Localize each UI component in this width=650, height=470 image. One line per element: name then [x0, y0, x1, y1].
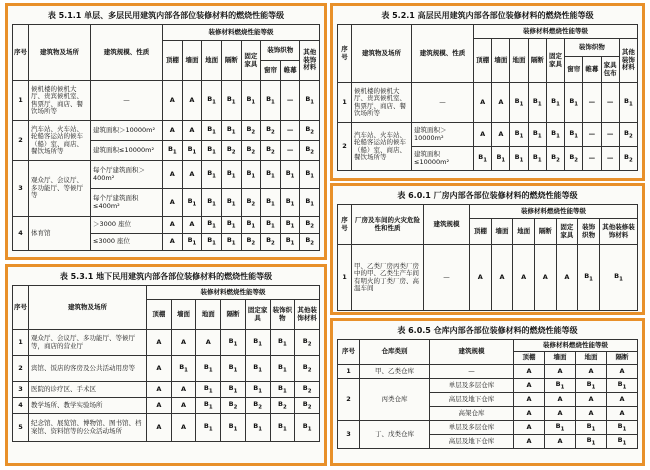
table-cell: 建筑面积＞10000m² — [91, 121, 163, 141]
table-cell: $B_1$ — [221, 217, 241, 234]
table-cell: 汽车站、火车站、轮船客运站的候车（船）室、商店、餐饮场所等 — [29, 121, 91, 161]
table-cell: $B_1$ — [607, 435, 638, 449]
table-6-0-1-panel — [330, 183, 645, 315]
table-header-cell: 其他装修装饰材料 — [599, 219, 637, 245]
table-cell: $B_1$ — [221, 189, 241, 217]
table-row — [338, 421, 638, 435]
table-cell: — — [583, 83, 601, 123]
table-cell: 4 — [13, 217, 29, 251]
table-cell: $B_2$ — [295, 382, 320, 398]
table-cell: $B_1$ — [261, 189, 281, 217]
table-cell: $B_1$ — [576, 435, 607, 449]
table-cell: 建筑面积≤10000m² — [412, 147, 474, 171]
table-row — [13, 217, 320, 234]
table-cell: $B_1$ — [545, 421, 576, 435]
table-cell: $B_1$ — [241, 81, 261, 121]
table-cell: $B_2$ — [546, 147, 564, 171]
table-cell: A — [171, 414, 196, 442]
table-cell: 5 — [13, 414, 29, 442]
table-cell: A — [171, 330, 196, 356]
table-row — [338, 83, 638, 123]
table-cell: 1 — [13, 330, 29, 356]
table-cell: $B_2$ — [241, 141, 261, 161]
table-cell: $B_1$ — [241, 161, 261, 189]
table-cell: $B_1$ — [196, 356, 221, 382]
table-header-cell: 装饰织物 — [578, 219, 600, 245]
table-cell: A — [514, 407, 545, 421]
table-cell: $B_1$ — [599, 245, 637, 311]
table-row — [338, 365, 638, 379]
table-row — [13, 81, 320, 121]
table-cell: $B_1$ — [270, 356, 295, 382]
table-cell: — — [601, 123, 619, 147]
table-cell: $B_2$ — [241, 121, 261, 141]
table-cell: 1 — [338, 245, 352, 311]
table-cell: 教学场所、教学实验场所 — [29, 398, 147, 414]
table-cell: $B_1$ — [295, 414, 320, 442]
table-cell: 候机楼的候机大厅、贵宾候机室、售票厅、商店、餐饮场所等 — [352, 83, 412, 123]
table-header-cell: 地面 — [576, 352, 607, 365]
table-cell: $B_1$ — [261, 217, 281, 234]
table-cell: 甲、乙类仓库 — [360, 365, 430, 379]
table-cell: $B_2$ — [221, 141, 241, 161]
table-cell: $B_2$ — [261, 121, 281, 141]
table-cell: $B_1$ — [528, 83, 546, 123]
table-header-cell: 序号 — [338, 25, 352, 83]
table-header-cell: 地面 — [513, 219, 535, 245]
table-cell: 候机楼的候机大厅、贵宾候机室、售票厅、商店、餐饮场所等 — [29, 81, 91, 121]
table-cell: A — [474, 83, 492, 123]
table-cell: A — [534, 245, 556, 311]
table-header-cell: 地面 — [196, 300, 221, 330]
table-cell: A — [163, 161, 183, 189]
table-cell: $B_1$ — [221, 356, 246, 382]
table-header-cell: 窗帘 — [565, 57, 583, 83]
table-6-0-1 — [337, 204, 638, 311]
table-cell: 医院的诊疗区、手术区 — [29, 382, 147, 398]
table-cell: $B_1$ — [196, 382, 221, 398]
table-header-cell: 隔断 — [534, 219, 556, 245]
table-cell: $B_1$ — [245, 382, 270, 398]
table-header-cell: 固定家具 — [245, 300, 270, 330]
table-cell: A — [607, 393, 638, 407]
table-cell: A — [514, 435, 545, 449]
table-cell: $B_1$ — [245, 356, 270, 382]
table-header-cell: 序号 — [338, 205, 352, 245]
table-cell: 单层及多层仓库 — [430, 421, 514, 435]
table-header-cell: 装修材料燃烧性能等级 — [514, 340, 638, 352]
table-header-cell: 顶棚 — [474, 39, 492, 83]
table-header-cell: 厂房及车间的火灾危险性和性质 — [352, 205, 424, 245]
table-cell: $B_1$ — [182, 234, 202, 251]
table-header-cell: 序号 — [338, 340, 360, 365]
table-cell: A — [147, 382, 172, 398]
table-cell: ＞3000 座位 — [91, 217, 163, 234]
table-cell: $B_1$ — [163, 141, 183, 161]
table-cell: A — [147, 414, 172, 442]
table-cell: 宾馆、饭店的客房及公共活动用房等 — [29, 356, 147, 382]
table-header-cell: 建筑规模、性质 — [412, 25, 474, 83]
table-cell: A — [163, 121, 183, 141]
table-cell: 2 — [13, 356, 29, 382]
table-cell: A — [513, 245, 535, 311]
table-cell: $B_1$ — [261, 81, 281, 121]
table-header-cell: 建筑物及场所 — [29, 286, 147, 330]
table-cell: $B_1$ — [182, 141, 202, 161]
table-header-cell: 固定家具 — [546, 39, 564, 83]
table-cell: $B_1$ — [221, 81, 241, 121]
table-header-cell: 隔断 — [528, 39, 546, 83]
table-cell: $B_2$ — [300, 121, 320, 141]
table-cell: 高层及地下仓库 — [430, 393, 514, 407]
table-cell: A — [171, 398, 196, 414]
table-5-2-1-panel — [330, 3, 645, 181]
table-row — [338, 123, 638, 147]
table-cell: A — [163, 81, 183, 121]
table-cell: $B_1$ — [245, 330, 270, 356]
table-row — [13, 382, 320, 398]
table-cell: $B_1$ — [510, 147, 528, 171]
table-cell: 丁、戊类仓库 — [360, 421, 430, 449]
header-curtain: 窗帘 — [261, 61, 281, 81]
table-cell: A — [576, 393, 607, 407]
table-5-2-1-title: 表 5.2.1 高层民用建筑内部各部位装修材料的燃烧性能等级 — [381, 11, 594, 20]
table-cell: $B_1$ — [202, 189, 222, 217]
table-cell: — — [601, 83, 619, 123]
table-cell: $B_2$ — [300, 234, 320, 251]
table-6-0-5 — [337, 339, 638, 449]
table-cell: — — [91, 81, 163, 121]
table-cell: 3 — [13, 161, 29, 217]
table-cell: $B_2$ — [619, 147, 637, 171]
header-place: 建筑物及场所 — [29, 25, 91, 81]
table-cell: A — [182, 121, 202, 141]
table-cell: $B_1$ — [196, 414, 221, 442]
table-cell: A — [607, 365, 638, 379]
table-header-cell: 装修材料燃烧性能等级 — [147, 286, 320, 300]
table-cell: 高层及地下仓库 — [430, 435, 514, 449]
table-cell: ≤3000 座位 — [91, 234, 163, 251]
table-cell: $B_2$ — [241, 189, 261, 217]
table-5-1-1-title: 表 5.1.1 单层、多层民用建筑内部各部位装修材料的燃烧性能等级 — [47, 11, 285, 20]
header-deco-fabric: 装饰织物 — [261, 41, 300, 61]
table-cell: $B_1$ — [565, 83, 583, 123]
table-cell: $B_2$ — [300, 217, 320, 234]
table-cell: $B_1$ — [202, 234, 222, 251]
table-cell: $B_2$ — [261, 234, 281, 251]
table-cell: $B_1$ — [202, 217, 222, 234]
table-cell: — — [280, 81, 300, 121]
table-cell: — — [601, 147, 619, 171]
table-row — [338, 245, 638, 311]
table-6-0-5-panel — [330, 318, 645, 466]
table-header-cell: 隔断 — [221, 300, 246, 330]
header-other-deco: 其他装饰材料 — [300, 41, 320, 81]
table-cell: $B_1$ — [607, 421, 638, 435]
table-cell: $B_1$ — [241, 217, 261, 234]
table-cell: A — [182, 81, 202, 121]
table-cell: A — [545, 407, 576, 421]
table-cell: A — [492, 83, 510, 123]
table-5-1-1-panel — [5, 3, 327, 260]
table-row — [338, 379, 638, 393]
table-header-cell: 装饰织物 — [270, 300, 295, 330]
table-cell: 体育馆 — [29, 217, 91, 251]
table-cell: $B_1$ — [619, 83, 637, 123]
header-drape: 帷幕 — [280, 61, 300, 81]
table-header-cell: 装饰织物 — [565, 39, 620, 57]
table-cell: $B_1$ — [270, 414, 295, 442]
table-cell: A — [576, 407, 607, 421]
table-header-cell: 固定家具 — [556, 219, 578, 245]
table-cell: $B_1$ — [280, 217, 300, 234]
table-cell: $B_2$ — [295, 356, 320, 382]
table-cell: $B_1$ — [280, 234, 300, 251]
table-cell: — — [583, 147, 601, 171]
table-header-cell: 装修材料燃烧性能等级 — [474, 25, 638, 39]
table-header-cell: 墙面 — [545, 352, 576, 365]
header-levels: 装修材料燃烧性能等级 — [163, 25, 320, 41]
table-cell: $B_1$ — [280, 161, 300, 189]
table-header-cell: 墙面 — [171, 300, 196, 330]
table-row — [13, 356, 320, 382]
table-cell: 甲、乙类厂房丙类厂房中的甲、乙类生产车间有明火的丁类厂房、高温车间 — [352, 245, 424, 311]
table-cell: A — [492, 123, 510, 147]
table-cell: $B_1$ — [300, 81, 320, 121]
table-cell: A — [545, 393, 576, 407]
table-cell: A — [491, 245, 513, 311]
table-cell: 每个厅建筑面积≤400m² — [91, 189, 163, 217]
table-row — [13, 398, 320, 414]
table-cell: — — [280, 121, 300, 141]
table-cell: 1 — [338, 365, 360, 379]
header-fixed-furniture: 固定家具 — [241, 41, 261, 81]
table-cell: — — [280, 141, 300, 161]
table-cell: $B_1$ — [182, 189, 202, 217]
table-cell: $B_2$ — [619, 123, 637, 147]
table-cell: 4 — [13, 398, 29, 414]
table-cell: A — [147, 330, 172, 356]
table-cell: $B_1$ — [546, 83, 564, 123]
table-cell: $B_1$ — [202, 161, 222, 189]
table-cell: $B_1$ — [171, 356, 196, 382]
table-cell: A — [147, 356, 172, 382]
header-ceiling: 顶棚 — [163, 41, 183, 81]
table-cell: $B_1$ — [492, 147, 510, 171]
table-cell: A — [163, 234, 183, 251]
table-cell: $B_1$ — [576, 379, 607, 393]
table-cell: $B_1$ — [528, 123, 546, 147]
header-partition: 隔断 — [221, 41, 241, 81]
table-cell: $B_1$ — [202, 81, 222, 121]
table-header-cell: 建筑物及场所 — [352, 25, 412, 83]
table-cell: 纪念馆、展览馆、博物馆、图书馆、档案馆、资料馆等的公众活动场所 — [29, 414, 147, 442]
header-scale: 建筑规模、性质 — [91, 25, 163, 81]
table-cell: 每个厅建筑面积＞400m² — [91, 161, 163, 189]
table-header-cell: 建筑规模 — [424, 205, 470, 245]
table-cell: $B_1$ — [565, 123, 583, 147]
table-cell: 2 — [338, 123, 352, 171]
table-cell: A — [163, 189, 183, 217]
table-cell: A — [196, 330, 221, 356]
table-header-cell: 顶棚 — [514, 352, 545, 365]
table-cell: $B_2$ — [261, 141, 281, 161]
table-header-cell: 建筑规模 — [430, 340, 514, 365]
table-cell: $B_1$ — [474, 147, 492, 171]
table-header-cell: 顶棚 — [470, 219, 492, 245]
table-cell: — — [412, 83, 474, 123]
table-row — [13, 121, 320, 141]
table-cell: $B_1$ — [202, 121, 222, 141]
table-cell: $B_1$ — [280, 189, 300, 217]
header-seq: 序号 — [13, 25, 29, 81]
table-cell: A — [514, 393, 545, 407]
table-cell: $B_1$ — [221, 382, 246, 398]
table-5-1-1 — [12, 24, 320, 251]
table-cell: A — [182, 217, 202, 234]
table-cell: 2 — [338, 379, 360, 421]
table-cell: 3 — [338, 421, 360, 449]
table-cell: 建筑面积＞10000m² — [412, 123, 474, 147]
table-cell: A — [470, 245, 492, 311]
table-cell: 2 — [13, 121, 29, 161]
table-header-cell: 顶棚 — [147, 300, 172, 330]
table-header-cell: 其他装饰材料 — [295, 300, 320, 330]
table-cell: $B_1$ — [221, 121, 241, 141]
table-cell: $B_2$ — [295, 330, 320, 356]
table-cell: $B_1$ — [245, 414, 270, 442]
table-header-cell: 地面 — [510, 39, 528, 83]
table-cell: $B_1$ — [545, 379, 576, 393]
table-cell: $B_2$ — [300, 141, 320, 161]
table-cell: A — [474, 123, 492, 147]
table-cell: A — [545, 435, 576, 449]
table-cell: $B_1$ — [221, 330, 246, 356]
table-cell: 建筑面积≤10000m² — [91, 141, 163, 161]
table-header-cell: 仓库类别 — [360, 340, 430, 365]
table-cell: $B_1$ — [221, 414, 246, 442]
table-cell: $B_2$ — [245, 398, 270, 414]
table-cell: $B_2$ — [221, 398, 246, 414]
table-cell: 观众厅、会议厅、多功能厅、等候厅等，商店的营业厅 — [29, 330, 147, 356]
table-6-0-5-title: 表 6.0.5 仓库内部各部位装修材料的燃烧性能等级 — [397, 326, 578, 335]
table-cell: A — [171, 382, 196, 398]
table-cell: $B_1$ — [510, 83, 528, 123]
table-header-cell: 装修材料燃烧性能等级 — [470, 205, 638, 219]
table-5-3-1-title: 表 5.3.1 地下民用建筑内部各部位装修材料的燃烧性能等级 — [59, 272, 273, 281]
table-cell: A — [556, 245, 578, 311]
table-cell: 观众厅、会议厅、多功能厅、等候厅等 — [29, 161, 91, 217]
table-cell: $B_1$ — [300, 189, 320, 217]
table-5-2-1 — [337, 24, 638, 171]
table-cell: $B_1$ — [270, 330, 295, 356]
table-cell: $B_1$ — [202, 141, 222, 161]
table-cell: $B_1$ — [510, 123, 528, 147]
table-cell: $B_1$ — [270, 382, 295, 398]
table-cell: A — [514, 365, 545, 379]
table-cell: $B_1$ — [546, 123, 564, 147]
table-cell: 高架仓库 — [430, 407, 514, 421]
table-cell: $B_1$ — [221, 161, 241, 189]
table-cell: $B_2$ — [565, 147, 583, 171]
table-cell: A — [607, 407, 638, 421]
table-cell: A — [545, 365, 576, 379]
table-cell: A — [182, 161, 202, 189]
table-cell: $B_1$ — [221, 234, 241, 251]
table-header-cell: 隔断 — [607, 352, 638, 365]
header-floor: 地面 — [202, 41, 222, 81]
header-wall: 墙面 — [182, 41, 202, 81]
table-cell: A — [514, 379, 545, 393]
table-cell: $B_1$ — [578, 245, 600, 311]
table-cell: $B_1$ — [576, 421, 607, 435]
table-row — [13, 161, 320, 189]
table-cell: A — [163, 217, 183, 234]
table-cell: — — [583, 123, 601, 147]
table-cell: $B_1$ — [196, 398, 221, 414]
table-header-cell: 墙面 — [491, 219, 513, 245]
table-header-cell: 序号 — [13, 286, 29, 330]
table-cell: A — [514, 421, 545, 435]
table-cell: 汽车站、火车站、轮船客运站的候车（船）室、商店、餐饮场所等 — [352, 123, 412, 171]
table-6-0-1-title: 表 6.0.1 厂房内部各部位装修材料的燃烧性能等级 — [397, 191, 578, 200]
table-row — [13, 414, 320, 442]
table-cell: $B_2$ — [241, 234, 261, 251]
table-cell: $B_1$ — [261, 161, 281, 189]
table-cell: A — [576, 365, 607, 379]
table-cell: $B_1$ — [528, 147, 546, 171]
table-cell: 1 — [338, 83, 352, 123]
table-cell: — — [424, 245, 470, 311]
table-header-cell: 墙面 — [492, 39, 510, 83]
table-row — [13, 330, 320, 356]
table-header-cell: 家具包布 — [601, 57, 619, 83]
table-cell: $B_1$ — [300, 161, 320, 189]
table-cell: A — [147, 398, 172, 414]
table-cell: $B_2$ — [270, 398, 295, 414]
table-cell: 1 — [13, 81, 29, 121]
table-cell: 单层及多层仓库 — [430, 379, 514, 393]
table-cell: $B_1$ — [607, 379, 638, 393]
table-cell: 3 — [13, 382, 29, 398]
table-5-3-1-panel — [5, 264, 327, 466]
table-5-3-1 — [12, 285, 320, 442]
table-header-cell: 帷幕 — [583, 57, 601, 83]
table-cell: $B_2$ — [295, 398, 320, 414]
table-header-cell: 其他装饰材料 — [619, 39, 637, 83]
table-cell: — — [430, 365, 514, 379]
table-cell: 丙类仓库 — [360, 379, 430, 421]
